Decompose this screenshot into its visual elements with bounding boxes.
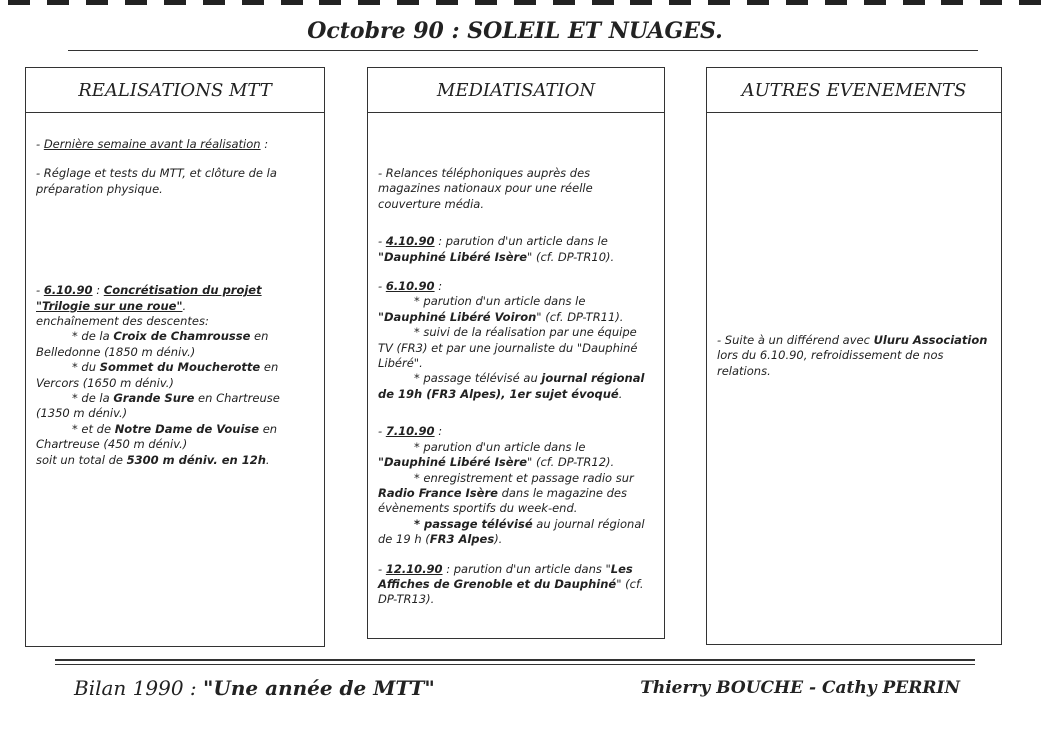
descent-item: * de la Grande Sure en Chartreuse (1350 m déniv.) [36, 391, 280, 421]
footer-authors: Thierry BOUCHE - Cathy PERRIN [640, 678, 960, 698]
media-item: * suivi de la réalisation par une équipe TV (FR3) et par une journaliste du "Dauphiné Libéré". [378, 325, 638, 371]
footer-divider-thin [55, 664, 975, 665]
paragraph-4-10-90: - 4.10.90 : parution d'un article dans le "Dauphiné Libéré Isère" (cf. DP-TR10). [378, 234, 615, 264]
descent-item: * de la Croix de Chamrousse en Belledonne (1850 m déniv.) [36, 329, 269, 359]
column-realisations [25, 67, 325, 647]
footer-divider [55, 659, 975, 661]
column-body-realisations [26, 113, 324, 468]
media-item: * passage télévisé au journal régional de 19 h (FR3 Alpes). [378, 516, 645, 547]
media-item: * parution d'un article dans le "Dauphiné Libéré Isère" (cf. DP-TR12). [378, 439, 615, 470]
title-divider [68, 50, 978, 51]
binding-marks [0, 0, 1050, 8]
column-autres [706, 67, 1002, 645]
paragraph-6-10-90: - 6.10.90 : [378, 279, 443, 294]
paragraph-7-10-90: - 7.10.90 : [378, 424, 443, 439]
column-mediatisation [367, 67, 665, 639]
descent-item: * et de Notre Dame de Vouise en Chartreuse (450 m déniv.) [36, 421, 278, 452]
column-body-autres [707, 113, 1001, 379]
column-heading-realisations: REALISATIONS MTT [26, 68, 324, 113]
column-heading-autres: AUTRES EVENEMENTS [707, 68, 1001, 113]
column-heading-mediatisation: MEDIATISATION [368, 68, 664, 113]
footer-title: Bilan 1990 : "Une année de MTT" [74, 676, 435, 700]
paragraph-total: soit un total de 5300 m déniv. en 12h. [36, 452, 270, 467]
paragraph-12-10-90: - 12.10.90 : parution d'un article dans "Les Affiches de Grenoble et du Dauphiné" (cf. DP-TR13). [378, 561, 644, 607]
page-title: Octobre 90 : SOLEIL ET NUAGES. [307, 18, 723, 44]
media-item: * passage télévisé au journal régional de 19h (FR3 Alpes), 1er sujet évoqué. [378, 371, 645, 401]
descent-item: * du Sommet du Moucherotte en Vercors (1650 m déniv.) [36, 360, 279, 390]
media-item: * enregistrement et passage radio sur Radio France Isère dans le magazine des évènements sportifs du week-end. [378, 470, 634, 516]
paragraph-descents: enchaînement des descentes: [36, 314, 209, 329]
paragraph-tests: - Réglage et tests du MTT, et clôture de la préparation physique. [36, 166, 277, 196]
media-item: * parution d'un article dans le "Dauphiné Libéré Voiron" (cf. DP-TR11). [378, 294, 624, 324]
paragraph-uluru: - Suite à un différend avec Uluru Association lors du 6.10.90, refroidissement de nos relations. [717, 333, 988, 378]
paragraph-last-week: - Dernière semaine avant la réalisation : [36, 137, 269, 151]
column-body-mediatisation [368, 113, 664, 608]
paragraph-relances: - Relances téléphoniques auprès des magazines nationaux pour une réelle couverture média. [378, 166, 593, 211]
paragraph-project: - 6.10.90 : Concrétisation du projet "Trilogie sur une roue". [36, 283, 262, 313]
